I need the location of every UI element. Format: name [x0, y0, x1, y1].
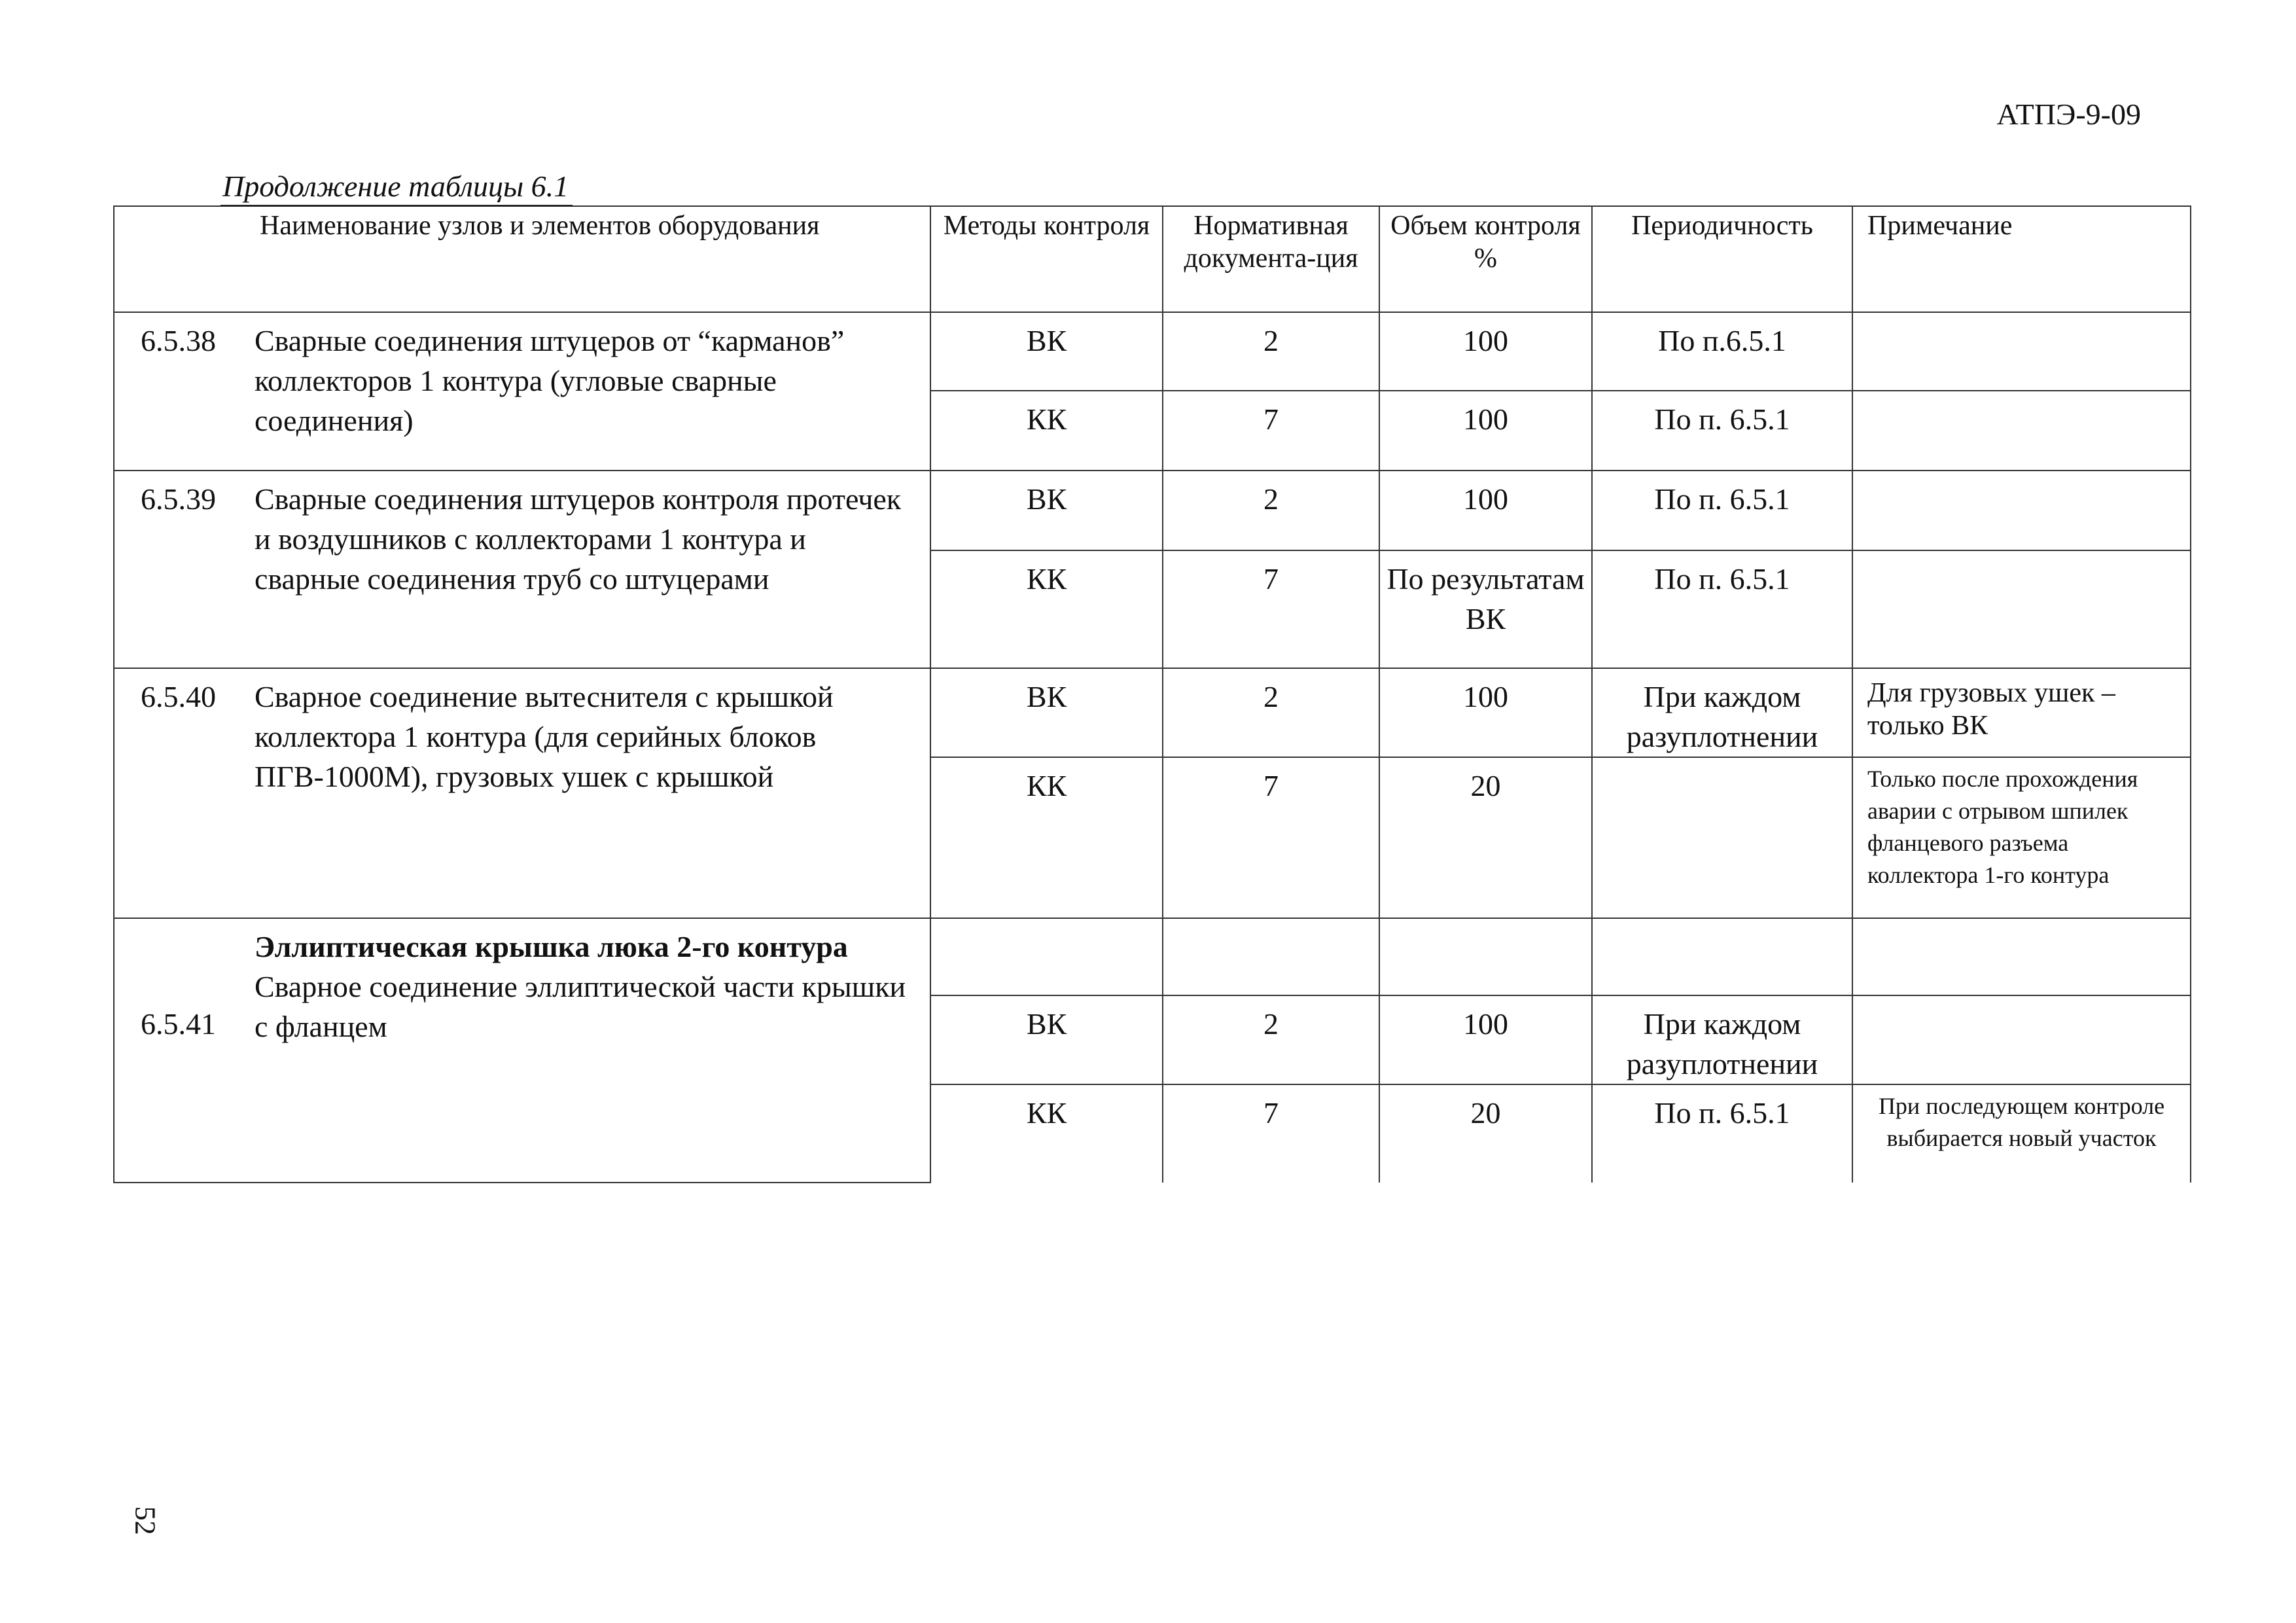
item-name: Сварное соединение эллиптической части крышки с фланцем: [255, 970, 906, 1043]
normative-cell: 7: [1163, 1084, 1379, 1183]
method-cell: ВК: [930, 471, 1163, 550]
item-number: 6.5.41: [114, 918, 248, 1183]
volume-cell: 100: [1379, 668, 1592, 757]
item-name-cell: [248, 918, 930, 1183]
note-cell: Для грузовых ушек – только ВК: [1852, 668, 2191, 757]
normative-cell: 2: [1163, 471, 1379, 550]
note-cell: При последующем контроле выбирается новый участок: [1852, 1084, 2191, 1183]
column-header-normative: Нормативная документа-ция: [1163, 206, 1379, 312]
normative-cell: 2: [1163, 312, 1379, 391]
column-header-note: Примечание: [1852, 206, 2191, 312]
item-name: Сварные соединения штуцеров контроля протечек и воздушников с коллекторами 1 контура и сварные соединения труб со штуцерами: [248, 471, 930, 668]
document-code: АТПЭ-9-09: [1996, 98, 2141, 131]
note-cell: [1852, 471, 2191, 550]
periodicity-cell: По п.6.5.1: [1592, 312, 1852, 391]
periodicity-cell: По п. 6.5.1: [1592, 471, 1852, 550]
volume-cell: 20: [1379, 757, 1592, 918]
volume-cell: 100: [1379, 471, 1592, 550]
note-cell: [1852, 995, 2191, 1084]
volume-cell: 100: [1379, 391, 1592, 471]
periodicity-cell: При каждом разуплотнении: [1592, 668, 1852, 757]
empty-cell: [1592, 918, 1852, 995]
periodicity-cell: По п. 6.5.1: [1592, 1084, 1852, 1183]
periodicity-cell: [1592, 757, 1852, 918]
note-cell: [1852, 312, 2191, 391]
item-number: 6.5.39: [114, 471, 248, 668]
method-cell: КК: [930, 1084, 1163, 1183]
normative-cell: 7: [1163, 757, 1379, 918]
method-cell: ВК: [930, 668, 1163, 757]
empty-cell: [1163, 918, 1379, 995]
method-cell: КК: [930, 391, 1163, 471]
note-cell: [1852, 391, 2191, 471]
section-heading: Эллиптическая крышка люка 2-го контура: [255, 930, 848, 963]
item-number: 6.5.38: [114, 312, 248, 471]
method-cell: КК: [930, 757, 1163, 918]
page-number: 52: [129, 1506, 162, 1535]
normative-cell: 2: [1163, 668, 1379, 757]
method-cell: КК: [930, 550, 1163, 668]
periodicity-cell: По п. 6.5.1: [1592, 391, 1852, 471]
note-cell: [1852, 550, 2191, 668]
column-header-periodicity: Периодичность: [1592, 206, 1852, 312]
item-name: Сварные соединения штуцеров от “карманов” коллекторов 1 контура (угловые сварные соединения): [248, 312, 930, 471]
normative-cell: 7: [1163, 391, 1379, 471]
item-number: 6.5.40: [114, 668, 248, 918]
item-name: Сварное соединение вытеснителя с крышкой коллектора 1 контура (для серийных блоков ПГВ-1000М), грузовых ушек с крышкой: [248, 668, 930, 918]
table-row: [114, 668, 2191, 757]
method-cell: ВК: [930, 312, 1163, 391]
periodicity-cell: При каждом разуплотнении: [1592, 995, 1852, 1084]
column-header-methods: Методы контроля: [930, 206, 1163, 312]
table-header-row: [114, 206, 2191, 312]
volume-cell: 100: [1379, 312, 1592, 391]
table-row: [114, 312, 2191, 391]
normative-cell: 2: [1163, 995, 1379, 1084]
inspection-table: [113, 205, 2191, 1183]
volume-cell: 100: [1379, 995, 1592, 1084]
note-cell: Только после прохождения аварии с отрывом шпилек фланцевого разъема коллектора 1-го контура: [1852, 757, 2191, 918]
volume-cell: По результатам ВК: [1379, 550, 1592, 668]
column-header-name: Наименование узлов и элементов оборудования: [114, 206, 930, 312]
table-caption: Продолжение таблицы 6.1: [222, 169, 569, 203]
volume-cell: 20: [1379, 1084, 1592, 1183]
empty-cell: [1379, 918, 1592, 995]
table-row: [114, 918, 2191, 995]
empty-cell: [930, 918, 1163, 995]
table-row: [114, 471, 2191, 550]
method-cell: ВК: [930, 995, 1163, 1084]
empty-cell: [1852, 918, 2191, 995]
column-header-volume: Объем контроля %: [1379, 206, 1592, 312]
normative-cell: 7: [1163, 550, 1379, 668]
periodicity-cell: По п. 6.5.1: [1592, 550, 1852, 668]
